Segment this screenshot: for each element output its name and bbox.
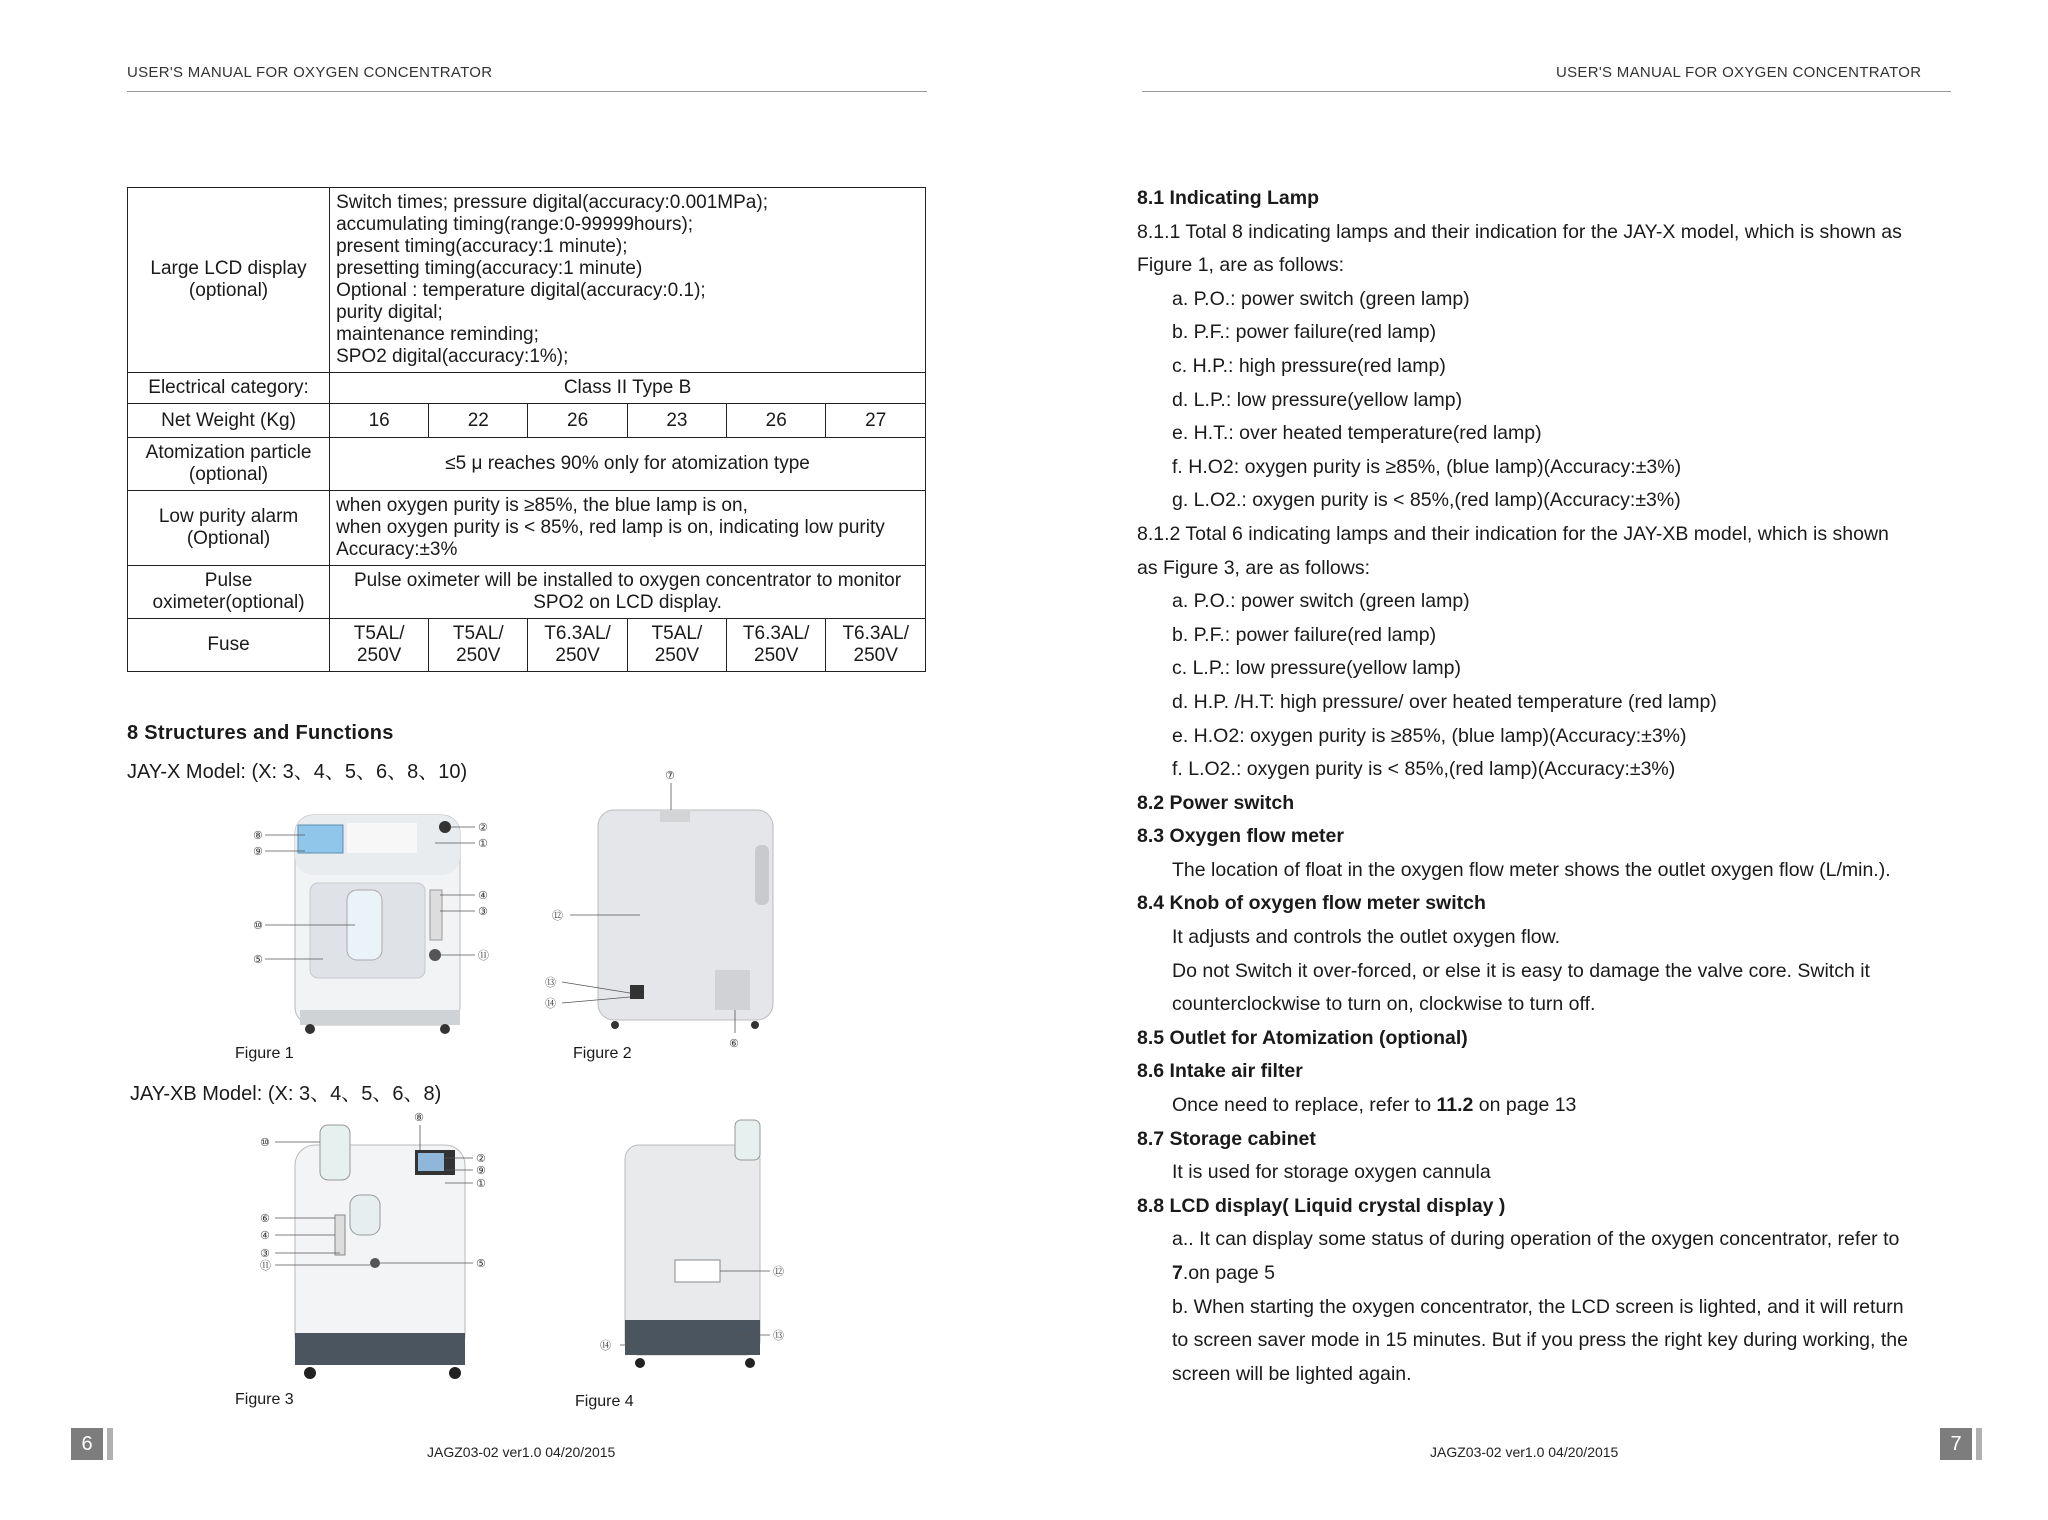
figure-3-caption: Figure 3 [235, 1391, 294, 1408]
fuse-cell: T5AL/ 250V [429, 619, 528, 672]
figure-2-caption: Figure 2 [573, 1045, 632, 1062]
list-item: c. L.P.: low pressure(yellow lamp) [1172, 657, 1461, 680]
figure-1-image [235, 795, 515, 1045]
heading-8-7: 8.7 Storage cabinet [1137, 1127, 1316, 1150]
table-row [128, 404, 926, 438]
list-item: b. P.F.: power failure(red lamp) [1172, 623, 1437, 646]
weight-cell: 27 [826, 404, 926, 438]
paragraph: It adjusts and controls the outlet oxygen flow. [1172, 926, 1561, 949]
list-item: f. H.O2: oxygen purity is ≥85%, (blue lamp)(Accuracy:±3%) [1172, 455, 1682, 478]
right-header-rule [1142, 91, 1951, 92]
figure-3-image [240, 1105, 510, 1405]
paragraph: as Figure 3, are as follows: [1137, 556, 1371, 579]
paragraph: Figure 1, are as follows: [1137, 254, 1345, 277]
weight-label: Net Weight (Kg) [128, 404, 330, 438]
callout: ① [478, 837, 488, 850]
weight-cell: 23 [627, 404, 726, 438]
table-row [128, 373, 926, 404]
left-header: USER'S MANUAL FOR OXYGEN CONCENTRATOR [127, 64, 493, 81]
callout: ⑨ [476, 1164, 486, 1177]
callout: ⑫ [773, 1265, 784, 1278]
spec-table [127, 187, 926, 672]
right-footer: JAGZ03-02 ver1.0 04/20/2015 [1430, 1444, 1619, 1460]
lcd-line: present timing(accuracy:1 minute); [336, 236, 628, 257]
list-item: f. L.O2.: oxygen purity is < 85%,(red lamp)(Accuracy:±3%) [1172, 758, 1676, 781]
callout: ② [476, 1152, 486, 1165]
list-item: a. P.O.: power switch (green lamp) [1172, 590, 1470, 613]
list-item: d. L.P.: low pressure(yellow lamp) [1172, 388, 1463, 411]
callout: ③ [478, 905, 488, 918]
lcd-line: presetting timing(accuracy:1 minute) [336, 258, 643, 279]
text-run: .on page 5 [1182, 1262, 1276, 1284]
heading-8-6: 8.6 Intake air filter [1137, 1060, 1303, 1083]
oximeter-value: Pulse oximeter will be installed to oxygen concentrator to monitor SPO2 on LCD display. [330, 566, 926, 619]
paragraph [1137, 1089, 1937, 1123]
callout: ⑫ [552, 909, 563, 922]
left-footer: JAGZ03-02 ver1.0 04/20/2015 [427, 1444, 616, 1460]
lcd-label: Large LCD display (optional) [128, 188, 330, 373]
lcd-line: maintenance reminding; [336, 324, 539, 345]
page-number-bar [1976, 1428, 1982, 1460]
callout: ① [476, 1177, 486, 1190]
callout: ⑤ [253, 953, 263, 966]
paragraph: It is used for storage oxygen cannula [1172, 1161, 1491, 1184]
text-run: Once need to replace, refer to [1172, 1094, 1437, 1117]
alarm-line: Accuracy:±3% [336, 539, 458, 560]
atomization-label: Atomization particle (optional) [128, 438, 330, 491]
callout: ⑩ [253, 919, 263, 932]
callout: ⑨ [253, 845, 263, 858]
heading-8-8: 8.8 LCD display( Liquid crystal display ) [1137, 1194, 1506, 1217]
callout: ⑦ [665, 769, 675, 782]
callout: ⑭ [545, 997, 556, 1010]
callout: ④ [260, 1229, 270, 1242]
weight-cell: 22 [429, 404, 528, 438]
callout: ③ [260, 1247, 270, 1260]
page-number: 6 [71, 1428, 103, 1460]
callout: ⑬ [545, 976, 556, 989]
heading-8-2: 8.2 Power switch [1137, 791, 1295, 814]
callout: ⑧ [253, 829, 263, 842]
paragraph [1137, 1257, 1937, 1291]
model-xb-label: JAY-XB Model: (X: 3、4、5、6、8) [130, 1083, 442, 1105]
page-reference: 11.2 [1436, 1094, 1474, 1117]
alarm-value [330, 491, 926, 566]
lcd-line: Switch times; pressure digital(accuracy:0.001MPa); [336, 192, 768, 213]
page-number-bar [107, 1428, 113, 1460]
fuse-cell: T6.3AL/ 250V [726, 619, 826, 672]
table-row [128, 566, 926, 619]
callout: ⑧ [414, 1111, 424, 1124]
paragraph: b. When starting the oxygen concentrator, the LCD screen is lighted, and it will return [1172, 1295, 1904, 1318]
lcd-line: accumulating timing(range:0-99999hours); [336, 214, 694, 235]
table-row [128, 438, 926, 491]
callout: ⑪ [260, 1259, 271, 1272]
lcd-value [330, 188, 926, 373]
paragraph: a.. It can display some status of during operation of the oxygen concentrator, refer to [1172, 1228, 1900, 1251]
callout: ⑩ [260, 1136, 270, 1149]
page-number: 7 [1940, 1428, 1972, 1460]
paragraph: Do not Switch it over-forced, or else it is easy to damage the valve core. Switch it [1172, 959, 1870, 982]
heading-8-4: 8.4 Knob of oxygen flow meter switch [1137, 892, 1486, 915]
lcd-line: Optional : temperature digital(accuracy:0.1); [336, 280, 706, 301]
list-item: c. H.P.: high pressure(red lamp) [1172, 354, 1446, 377]
paragraph: screen will be lighted again. [1172, 1362, 1412, 1385]
heading-8-1: 8.1 Indicating Lamp [1137, 187, 1320, 209]
alarm-line: when oxygen purity is ≥85%, the blue lamp is on, [336, 495, 748, 516]
weight-cell: 26 [726, 404, 826, 438]
oximeter-label: Pulse oximeter(optional) [128, 566, 330, 619]
callout: ④ [478, 889, 488, 902]
callout: ⑥ [729, 1037, 739, 1050]
fuse-cell: T6.3AL/ 250V [826, 619, 926, 672]
alarm-label: Low purity alarm (Optional) [128, 491, 330, 566]
electrical-value: Class II Type B [330, 373, 926, 404]
model-x-label: JAY-X Model: (X: 3、4、5、6、8、10) [127, 761, 468, 783]
heading-8-3: 8.3 Oxygen flow meter [1137, 825, 1344, 848]
list-item: g. L.O2.: oxygen purity is < 85%,(red lamp)(Accuracy:±3%) [1172, 489, 1681, 512]
callout: ⑬ [773, 1329, 784, 1342]
weight-cell: 26 [528, 404, 628, 438]
list-item: d. H.P. /H.T: high pressure/ over heated temperature (red lamp) [1172, 690, 1717, 713]
right-header: USER'S MANUAL FOR OXYGEN CONCENTRATOR [1556, 64, 1922, 81]
electrical-label: Electrical category: [128, 373, 330, 404]
paragraph: 8.1.1 Total 8 indicating lamps and their indication for the JAY-X model, which is shown as [1137, 220, 1902, 243]
heading-8-5: 8.5 Outlet for Atomization (optional) [1137, 1026, 1468, 1049]
fuse-cell: T6.3AL/ 250V [528, 619, 628, 672]
atomization-value: ≤5 μ reaches 90% only for atomization type [330, 438, 926, 491]
callout: ⑥ [260, 1212, 270, 1225]
list-item: e. H.O2: oxygen purity is ≥85%, (blue lamp)(Accuracy:±3%) [1172, 724, 1687, 747]
lcd-line: purity digital; [336, 302, 443, 323]
paragraph: to screen saver mode in 15 minutes. But if you press the right key during working, the [1172, 1329, 1908, 1352]
list-item: e. H.T.: over heated temperature(red lamp) [1172, 422, 1542, 445]
fuse-cell: T5AL/ 250V [627, 619, 726, 672]
list-item: a. P.O.: power switch (green lamp) [1172, 287, 1470, 310]
paragraph: The location of float in the oxygen flow meter shows the outlet oxygen flow (L/min.). [1172, 858, 1891, 881]
list-item: b. P.F.: power failure(red lamp) [1172, 321, 1437, 344]
callout: ⑭ [600, 1339, 611, 1352]
figure-4-caption: Figure 4 [575, 1393, 634, 1410]
text-run: on page 13 [1473, 1094, 1577, 1117]
fuse-label: Fuse [128, 619, 330, 672]
section-reference: 7 [1172, 1262, 1183, 1284]
table-row [128, 491, 926, 566]
left-header-rule [127, 91, 927, 92]
callout: ⑪ [478, 949, 489, 962]
paragraph: counterclockwise to turn on, clockwise to turn off. [1172, 993, 1596, 1016]
figure-4-image [590, 1105, 810, 1395]
callout: ⑤ [476, 1257, 486, 1270]
figure-1-caption: Figure 1 [235, 1045, 294, 1062]
weight-cell: 16 [330, 404, 429, 438]
right-content [1137, 182, 1937, 1391]
section-title: 8 Structures and Functions [127, 722, 394, 744]
callout: ② [478, 821, 488, 834]
paragraph: 8.1.2 Total 6 indicating lamps and their indication for the JAY-XB model, which is shown [1137, 522, 1889, 545]
table-row [128, 188, 926, 373]
alarm-line: when oxygen purity is < 85%, red lamp is on, indicating low purity [336, 517, 885, 538]
figure-2-image [540, 765, 790, 1055]
table-row [128, 619, 926, 672]
fuse-cell: T5AL/ 250V [330, 619, 429, 672]
lcd-line: SPO2 digital(accuracy:1%); [336, 346, 569, 367]
